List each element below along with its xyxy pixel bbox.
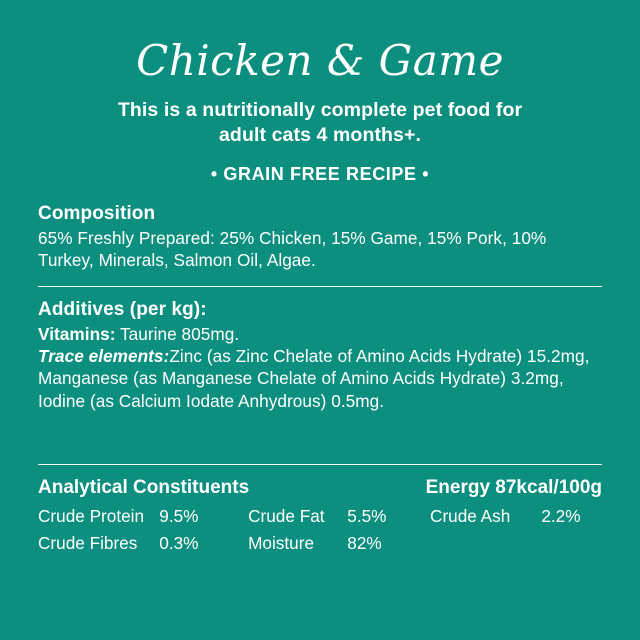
composition-text: 65% Freshly Prepared: 25% Chicken, 15% Game, 15% Pork, 10% Turkey, Minerals, Salmon Oil, Algae. xyxy=(38,227,547,271)
grain-free-banner: • GRAIN FREE RECIPE • xyxy=(210,163,430,184)
nutrient-value xyxy=(541,530,602,557)
vitamins-label: Vitamins: xyxy=(38,323,116,344)
analytical-heading-row xyxy=(38,477,602,499)
nutrient-name: Moisture xyxy=(248,533,315,554)
additives-heading: Additives (per kg): xyxy=(38,298,207,320)
nutrient-value: 9.5% xyxy=(159,506,199,527)
product-subtitle: This is a nutritionally complete pet food for adult cats 4 months+. xyxy=(117,99,523,146)
additives-section xyxy=(38,299,602,412)
nutrient-value: 5.5% xyxy=(347,506,387,527)
nutrient-name: Crude Protein xyxy=(38,506,145,527)
analytical-section xyxy=(38,477,602,557)
energy-value: Energy 87kcal/100g xyxy=(425,477,602,499)
trace-elements-line xyxy=(38,345,602,412)
nutrient-name: Crude Fat xyxy=(248,506,325,527)
composition-heading: Composition xyxy=(38,202,156,224)
vitamins-line xyxy=(38,323,602,345)
divider-2 xyxy=(38,464,602,465)
divider-1 xyxy=(38,286,602,287)
nutrient-name xyxy=(420,530,541,557)
table-row xyxy=(38,530,602,557)
table-row xyxy=(38,503,602,530)
trace-elements-label: Trace elements: xyxy=(38,345,170,366)
trace-elements-text: Zinc (as Zinc Chelate of Amino Acids Hydrate) 15.2mg, Manganese (as Manganese Chelate of Amino Acids Hydrate) 3.2mg, Iodine (as Calcium Iodate Anhydrous) 0.5mg. xyxy=(38,345,590,411)
product-title: Chicken & Game xyxy=(136,36,504,85)
nutrient-value: 0.3% xyxy=(159,533,199,554)
vitamins-text: Taurine 805mg. xyxy=(120,323,240,344)
nutrient-name: Crude Ash xyxy=(430,506,511,527)
nutrient-value: 82% xyxy=(347,533,382,554)
composition-section xyxy=(38,203,602,272)
nutrient-value: 2.2% xyxy=(541,506,581,527)
analytical-table xyxy=(38,503,602,557)
analytical-heading: Analytical Constituents xyxy=(38,477,250,499)
nutrient-name: Crude Fibres xyxy=(38,533,138,554)
